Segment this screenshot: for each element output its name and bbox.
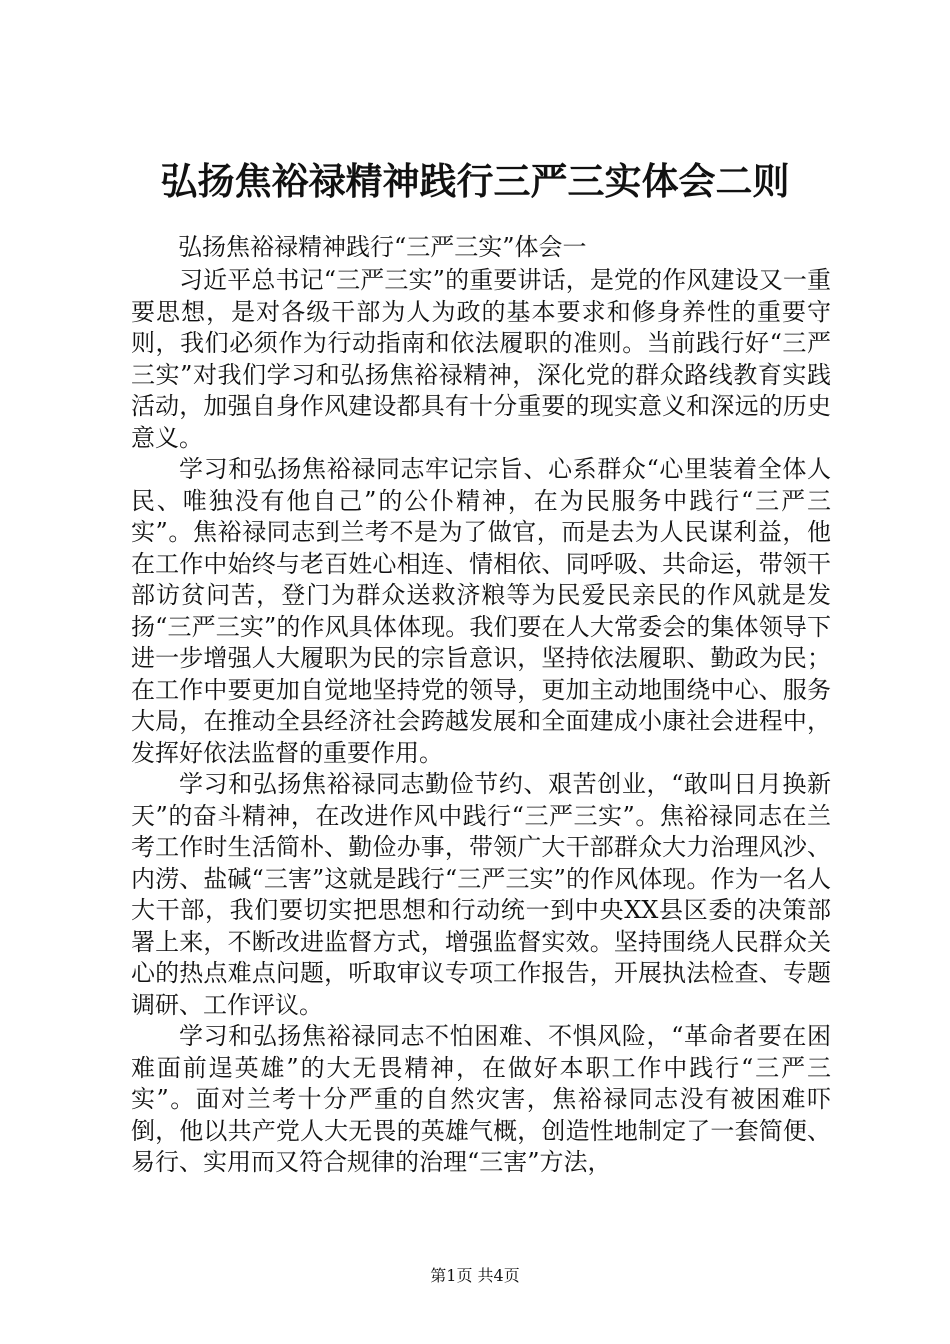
body-paragraph: 学习和弘扬焦裕禄同志勤俭节约、艰苦创业，“敢叫日月换新天”的奋斗精神，在改进作风中践行“三严三实”。焦裕禄同志在兰考工作时生活简朴、勤俭办事，带领广大干部群众大力治理风沙、内涝、盐碱“三害”这就是践行“三严三实”的作风体现。作为一名人大干部，我们要切实把思想和行动统一到中央XX县区委的决策部署上来，不断改进监督方式，增强监督实效。坚持围绕人民群众关心的热点难点问题，听取审议专项工作报告，开展执法检查、专题调研、工作评议。	[131, 770, 831, 1019]
body-paragraph: 习近平总书记“三严三实”的重要讲话，是党的作风建设又一重要思想，是对各级干部为人为政的基本要求和修身养性的重要守则，我们必须作为行动指南和依法履职的准则。当前践行好“三严三实”对我们学习和弘扬焦裕禄精神，深化党的群众路线教育实践活动，加强自身作风建设都具有十分重要的现实意义和深远的历史意义。	[131, 266, 831, 452]
document-title: 弘扬焦裕禄精神践行三严三实体会二则	[160, 160, 790, 203]
body-paragraph: 学习和弘扬焦裕禄同志牢记宗旨、心系群众“心里装着全体人民、唯独没有他自己”的公仆精神，在为民服务中践行“三严三实”。焦裕禄同志到兰考不是为了做官，而是去为人民谋利益，他在工作中始终与老百姓心相连、情相依、同呼吸、共命运，带领干部访贫问苦，登门为群众送救济粮等为民爱民亲民的作风就是发扬“三严三实”的作风具体体现。我们要在人大常委会的集体领导下进一步增强人大履职为民的宗旨意识，坚持依法履职、勤政为民；在工作中要更加自觉地坚持党的领导，更加主动地围绕中心、服务大局，在推动全县经济社会跨越发展和全面建成小康社会进程中，发挥好依法监督的重要作用。	[131, 455, 831, 767]
body-paragraph: 学习和弘扬焦裕禄同志不怕困难、不惧风险，“革命者要在困难面前逞英雄”的大无畏精神，在做好本职工作中践行“三严三实”。面对兰考十分严重的自然灾害，焦裕禄同志没有被困难吓倒，他以共产党人大无畏的英雄气概，创造性地制定了一套简便、易行、实用而又符合规律的治理“三害”方法，	[131, 1022, 831, 1176]
page-footer: 第1页 共4页	[430, 1266, 520, 1285]
document-body	[131, 265, 831, 1179]
section-subtitle: 弘扬焦裕禄精神践行“三严三实”体会一	[178, 233, 587, 261]
